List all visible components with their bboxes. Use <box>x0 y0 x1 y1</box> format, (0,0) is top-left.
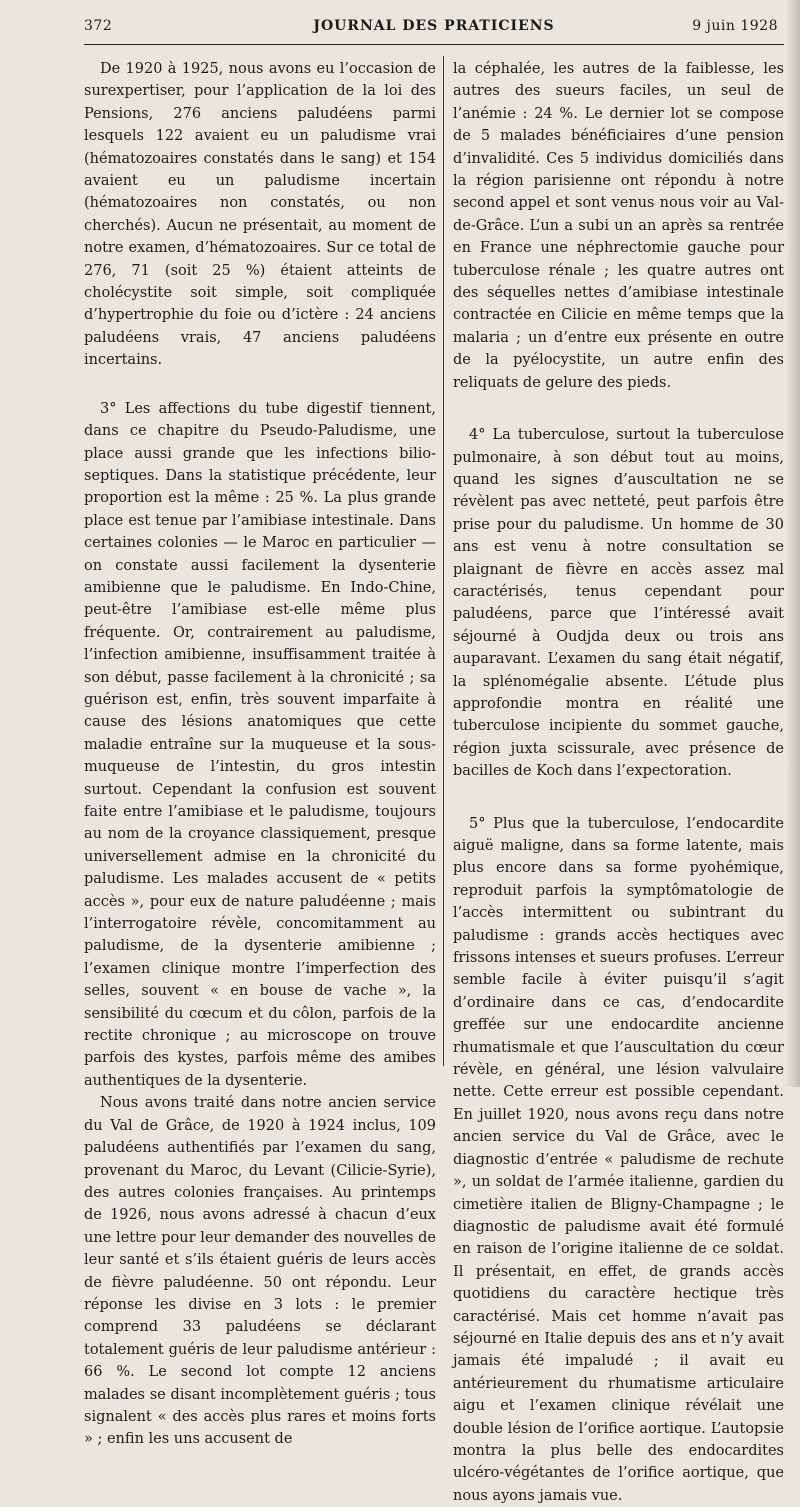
running-header <box>84 18 784 40</box>
header-rule <box>84 44 784 45</box>
issue-date: 9 juin 1928 <box>692 18 778 34</box>
page-edge-shadow <box>786 0 800 1087</box>
left-paragraph-3: Nous avons traité dans notre ancien service du Val de Grâce, de 1920 à 1924 inclus, 109 paludéens authentifiés par l’examen du sang, provenant du Maroc, du Levant (Cilicie-Syrie), des autres colonies françaises. Au printemps de 1926, nous avons adressé à chacun d’eux une lettre pour leur demander des nouvelles de leur santé et s’ils étaient guéris de leurs accès de fièvre paludéenne. 50 ont répondu. Leur réponse les divise en 3 lots : le premier comprend 33 paludéens se déclarant totalement guéris de leur paludisme antérieur : 66 %. Le second lot compte 12 anciens malades se disant incomplètement guéris ; tous signalent « des accès plus rares et moins forts » ; enfin les uns accusent de <box>84 1095 436 1448</box>
journal-title: JOURNAL DES PRATICIENS <box>313 18 555 34</box>
right-column <box>453 58 784 1507</box>
left-column <box>84 58 436 1451</box>
page-number: 372 <box>84 18 113 34</box>
left-paragraph-1: De 1920 à 1925, nous avons eu l’occasion de surexpertiser, pour l’application de la loi des Pensions, 276 anciens paludéens parmi lesquels 122 avaient eu un paludisme vrai (hématozoaires constatés dans le sang) et 154 avaient eu un paludisme incertain (hématozoaires non constatés, ou non cherchés). Aucun ne présentait, au moment de notre examen, d’hématozoaires. Sur ce total de 276, 71 (soit 25 %) étaient atteints de cholécystite soit simple, soit compliquée d’hypertrophie du foie ou d’ictère : 24 anciens paludéens vrais, 47 anciens paludéens incertains. <box>84 61 436 369</box>
column-divider <box>443 56 444 1066</box>
right-paragraph-3: 5° Plus que la tuberculose, l’endocardite aiguë maligne, dans sa forme latente, mais plus encore dans sa forme pyohémique, reproduit parfois la symptômatologie de l’accès intermittent ou subintrant du paludisme : grands accès hectiques avec frissons intenses et sueurs profuses. L’erreur semble facile à éviter puisqu’il s’agit d’ordinaire dans ce cas, d’endocardite greffée sur une endocardite ancienne rhumatismale et que l’auscultation du cœur révèle, en général, une lésion valvulaire nette. Cette erreur est possible cependant. En juillet 1920, nous avons reçu dans notre ancien service du Val de Grâce, avec le diagnostic d’entrée « paludisme de rechute », un soldat de l’armée italienne, gardien du cimetière italien de Bligny-Champagne ; le diagnostic de paludisme avait été formulé en raison de l’origine italienne de ce soldat. Il présentait, en effet, de grands accès quotidiens du caractère hectique très caractérisé. Mais cet homme n’avait pas séjourné en Italie depuis des ans et n’y avait jamais été impaludé ; il avait eu antérieurement du rhumatisme articulaire aigu et l’examen clinique révélait une double lésion de l’orifice aortique. L’autopsie montra la plus belle des endocardites ulcéro-végétantes de l’orifice aortique, que nous ayons jamais vue. <box>453 815 784 1504</box>
right-paragraph-2: 4° La tuberculose, surtout la tuberculose pulmonaire, à son début tout au moins, quand les signes d’auscultation ne se révèlent pas avec netteté, peut parfois être prise pour du paludisme. Un homme de 30 ans est venu à notre consultation se plaignant de fièvre en accès assez mal caractérisés, tenus cependant pour paludéens, parce que l’intéressé avait séjourné à Oudjda deux ou trois ans auparavant. L’examen du sang était négatif, la splénomégalie absente. L’étude plus approfondie montra en réalité une tuberculose incipiente du sommet gauche, région juxta scissurale, avec présence de bacilles de Koch dans l’expectoration. <box>453 427 784 780</box>
right-paragraph-1: la céphalée, les autres de la faiblesse, les autres des sueurs faciles, un seul de l’anémie : 24 %. Le dernier lot se compose de 5 malades bénéficiaires d’une pension d’invalidité. Ces 5 individus domiciliés dans la région parisienne ont répondu à notre second appel et sont venus nous voir au Val-de-Grâce. L’un a subi un an après sa rentrée en France une néphrectomie gauche pour tuberculose rénale ; les quatre autres ont des séquelles nettes d’amibiase intestinale contractée en Cilicie en même temps que la malaria ; un d’entre eux présente en outre de la pyélocystite, un autre enfin des reliquats de gelure des pieds. <box>453 61 784 391</box>
left-paragraph-2: 3° Les affections du tube digestif tiennent, dans ce chapitre du Pseudo-Paludisme, une place aussi grande que les infections bilio-septiques. Dans la statistique précédente, leur proportion est la même : 25 %. La plus grande place est tenue par l’amibiase intestinale. Dans certaines colonies — le Maroc en particulier — on constate aussi facilement la dysenterie amibienne que le paludisme. En Indo-Chine, peut-être l’amibiase est-elle même plus fréquente. Or, contrairement au paludisme, l’infection amibienne, insuffisamment traitée à son début, passe facilement à la chronicité ; sa guérison est, enfin, très souvent imparfaite à cause des lésions anatomiques que cette maladie entraîne sur la muqueuse et la sous-muqueuse de l’intestin, du gros intestin surtout. Cependant la confusion est souvent faite entre l’amibiase et le paludisme, toujours au nom de la croyance classiquement, presque universellement admise en la chronicité du paludisme. Les malades accusent de « petits accès », pour eux de nature paludéenne ; mais l’interrogatoire révèle, concomitamment au paludisme, de la dysenterie amibienne ; l’examen clinique montre l’imperfection des selles, souvent « en bouse de vache », la sensibilité du cœcum et du côlon, parfois de la rectite chronique ; au microscope on trouve parfois des kystes, parfois même des amibes authentiques de la dysenterie. <box>84 400 436 1089</box>
